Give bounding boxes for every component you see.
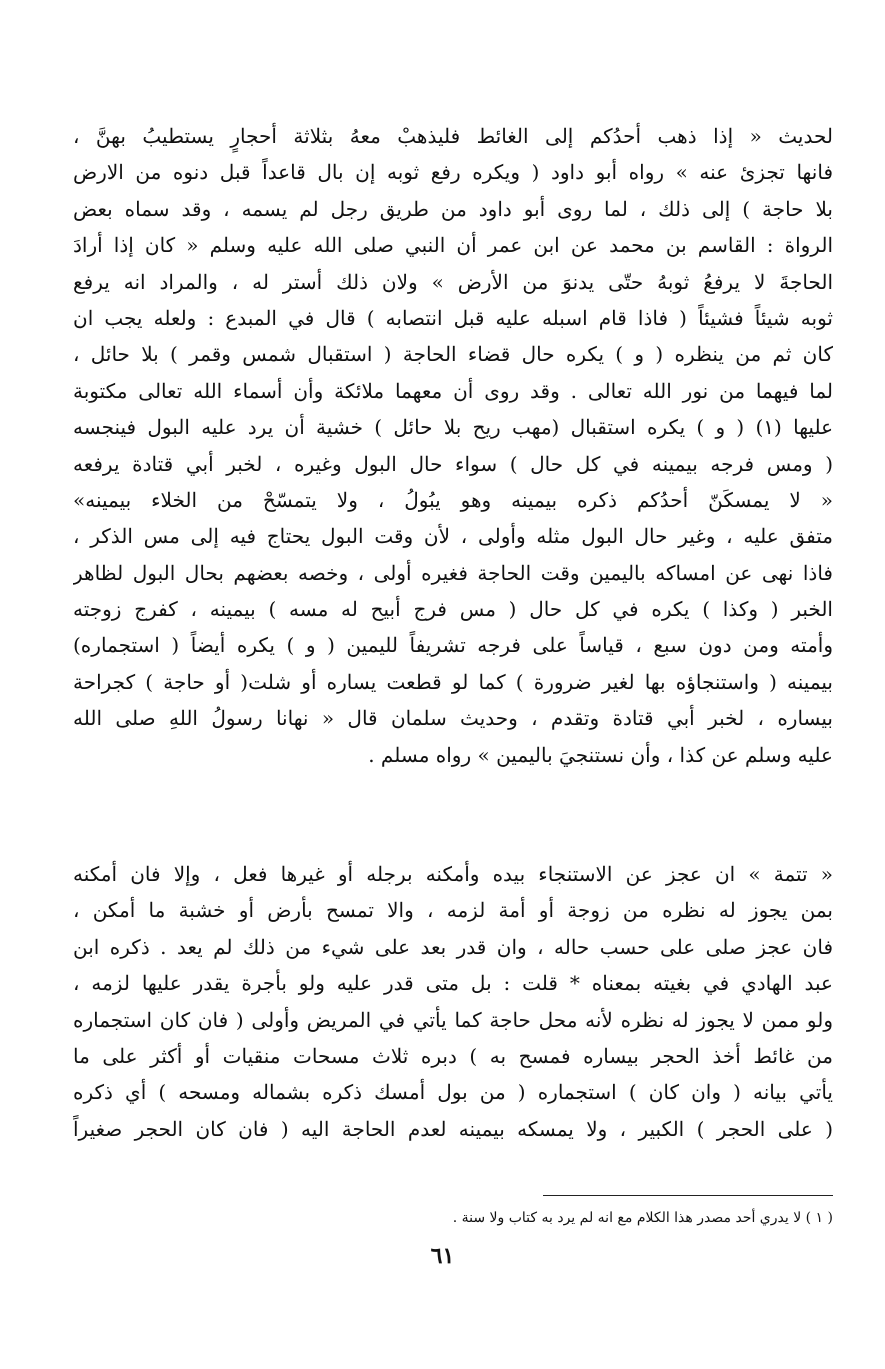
text-line: ( على الحجر ) الكبير ، ولا يمسكه بيمينه لعدم الحاجة اليه ( فان كان الحجر صغيراً	[73, 1116, 833, 1141]
text-line: بلا حاجة ) إلى ذلك ، لما روى أبو داود من طريق رجل لم يسمه ، وقد سماه بعض	[73, 196, 833, 221]
text-line: ثوبه شيئاً فشيئاً ( فاذا قام اسبله عليه قبل انتصابه ) قال في المبدع : ولعله يجب ان	[73, 305, 833, 330]
text-line: بيمينه ( واستنجاؤه بها لغير ضرورة ) كما لو قطعت يساره أو شلت( أو حاجة ) كجراحة	[73, 669, 833, 694]
text-line: بيساره ، لخبر أبي قتادة وتقدم ، وحديث سلمان قال « نهانا رسولُ اللهِ صلى الله	[73, 706, 833, 731]
text-line: فاذا نهى عن امساكه باليمين وقت الحاجة فغيره أولى ، وخصه بعضهم بحال البول لظاهر	[73, 560, 833, 585]
text-line: بمن يجوز له نظره من زوجة أو أمة لزمه ، والا تمسح بأرض أو خشبة ما أمكن ،	[73, 898, 833, 923]
text-line: عليه وسلم عن كذا ، وأن نستنجيَ باليمين » رواه مسلم .	[368, 742, 833, 767]
text-line: ( ومس فرجه بيمينه في كل حال ) سواء حال البول وغيره ، لخبر أبي قتادة يرفعه	[73, 451, 833, 476]
page-number: ٦١	[430, 1243, 455, 1269]
footnote: ( ١ ) لا يدري أحد مصدر هذا الكلام مع انه لم يرد به كتاب ولا سنة .	[452, 1210, 833, 1226]
text-line: فان عجز صلى على حسب حاله ، وان قدر بعد على شيء من ذلك لم يعد . ذكره ابن	[73, 934, 833, 959]
text-line: « لا يمسكَنّ أحدُكم ذكره بيمينه وهو يبُولُ ، ولا يتمسّحْ من الخلاء بيمينه»	[73, 487, 833, 512]
text-line: « تتمة » ان عجز عن الاستنجاء بيده وأمكنه برجله أو غيرها فعل ، وإلا فان أمكنه	[73, 862, 833, 886]
footnote-divider	[543, 1195, 833, 1196]
text-line: الخبر ( وكذا ) يكره في كل حال ( مس فرج أبيح له مسه ) بيمينه ، كفرج زوجته	[73, 597, 833, 622]
text-line: عبد الهادي في بغيته بمعناه * قلت : بل متى قدر عليه ولو بأجرة يقدر عليها لزمه ،	[73, 971, 833, 996]
text-line: الحاجةَ لا يرفعُ ثوبهُ حتّى يدنوَ من الأرض » ولان ذلك أستر له ، والمراد انه يرفع	[73, 269, 833, 294]
text-line: متفق عليه ، وغير حال البول مثله وأولى ، لأن وقت البول يحتاج فيه إلى مس الذكر ،	[73, 524, 833, 549]
tatimma-paragraph	[73, 856, 833, 1147]
text-line: عليها (١) ( و ) يكره استقبال (مهب ريح بلا حائل ) خشية أن يرد عليه البول فينجسه	[73, 415, 833, 440]
text-line: لما فيهما من نور الله تعالى . وقد روى أن معهما ملائكة وأن أسماء الله تعالى مكتوبة	[73, 378, 833, 403]
text-line: وأمته ومن دون سبع ، قياساً على فرجه تشريفاً لليمين ( و ) يكره أيضاً ( استجماره)	[73, 633, 833, 658]
main-paragraph	[73, 118, 833, 773]
text-line: الرواة : القاسم بن محمد عن ابن عمر أن النبي صلى الله عليه وسلم « كان إذا أرادَ	[73, 233, 833, 258]
text-line: من غائط أخذ الحجر بيساره فمسح به ) دبره ثلاث مسحات منقيات أو أكثر على ما	[73, 1043, 833, 1068]
text-line: يأتي بيانه ( وان كان ) استجماره ( من بول أمسك ذكره بشماله ومسحه ) أي ذكره	[73, 1080, 833, 1105]
text-line: كان ثم من ينظره ( و ) يكره حال قضاء الحاجة ( استقبال شمس وقمر ) بلا حائل ،	[73, 342, 833, 367]
text-line: لحديث « إذا ذهب أحدُكم إلى الغائط فليذهبْ معهُ بثلاثة أحجارٍ يستطيبُ بهنَّ ،	[73, 124, 833, 148]
text-line: فانها تجزئ عنه » رواه أبو داود ( ويكره رفع ثوبه إن بال قاعداً قبل دنوه من الارض	[73, 160, 833, 185]
text-line: ولو ممن لا يجوز له نظره لأنه محل حاجة كما يأتي في المريض وأولى ( فان كان استجماره	[73, 1007, 833, 1032]
